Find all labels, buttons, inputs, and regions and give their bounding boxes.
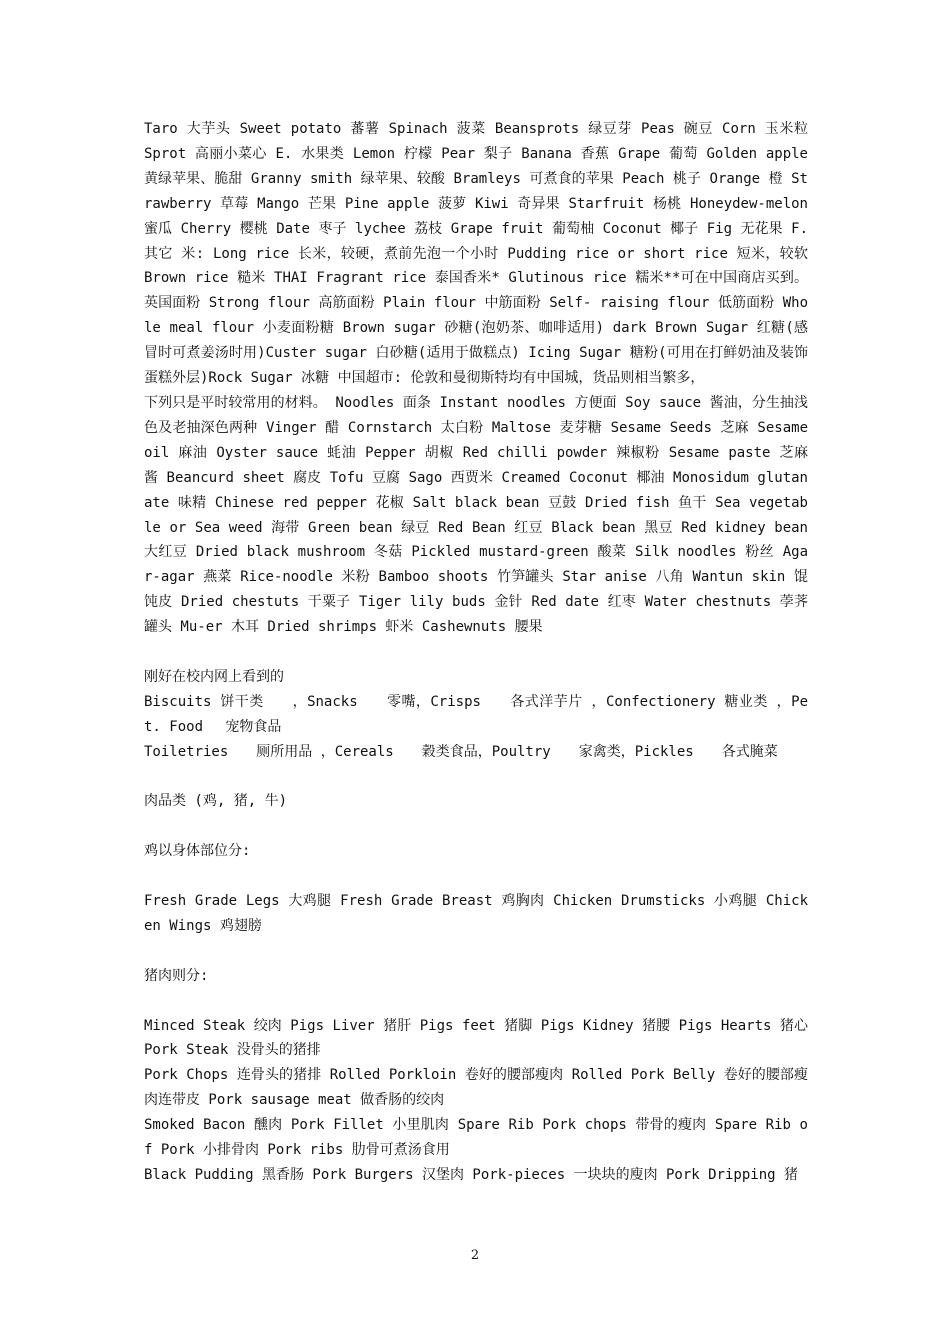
blank-line bbox=[144, 814, 808, 839]
blank-line bbox=[144, 989, 808, 1014]
blank-line bbox=[144, 765, 808, 790]
paragraph-seen-online: 刚好在校内网上看到的 bbox=[144, 668, 284, 685]
paragraph-pork-3: Smoked Bacon 醺肉 Pork Fillet 小里肌肉 Spare Rib Pork chops 带骨的瘦肉 Spare Rib of Pork 小排骨肉 Pork ribs 肋骨可煮汤食用 bbox=[144, 1117, 808, 1159]
document-body bbox=[144, 117, 808, 1188]
paragraph-chinese-supermarket: 下列只是平时较常用的材料。 Noodles 面条 Instant noodles 方便面 Soy sauce 酱油，分生抽浅色及老抽深色两种 Vinger 醋 Cornstarch 太白粉 Maltose 麦芽糖 Sesame Seeds 芝麻 Sesame oil 麻油 Oyster sauce 蚝油 Pepper 胡椒 Red chilli powder 辣椒粉 Sesame paste 芝麻酱 Beancurd sheet 腐皮 Tofu 豆腐 Sago 西贾米 Creamed Coconut 椰油 Monosidum glutanate 味精 Chinese red pepper 花椒 Salt black bean 豆鼓 Dried fish 鱼干 Sea vegetable or Sea weed 海带 Green bean 绿豆 Red Bean 红豆 Black bean 黑豆 Red kidney bean 大红豆 Dried black mushroom 冬菇 Pickled mustard-green 酸菜 Silk noodles 粉丝 Agar-agar 燕菜 Rice-noodle 米粉 Bamboo shoots 竹笋罐头 Star anise 八角 Wantun skin 馄饨皮 Dried chestuts 干粟子 Tiger lily buds 金针 Red date 红枣 Water chestnuts 荸荠罐头 Mu-er 木耳 Dried shrimps 虾米 Cashewnuts 腰果 bbox=[144, 394, 808, 636]
heading-chicken: 鸡以身体部位分: bbox=[144, 843, 251, 860]
paragraph-pork-2: Pork Chops 连骨头的猪排 Rolled Porkloin 卷好的腰部瘦肉 Rolled Pork Belly 卷好的腰部瘦肉连带皮 Pork sausage meat 做香肠的绞肉 bbox=[144, 1067, 808, 1109]
paragraph-produce-rice-flour-sugar: Taro 大芋头 Sweet potato 蕃薯 Spinach 菠菜 Beansprots 绿豆芽 Peas 碗豆 Corn 玉米粒 Sprot 高丽小菜心 E. 水果类 Lemon 柠檬 Pear 梨子 Banana 香蕉 Grape 葡萄 Golden apple 黄绿苹果、脆甜 Granny smith 绿苹果、较酸 Bramleys 可煮食的苹果 Peach 桃子 Orange 橙 Strawberry 草莓 Mango 芒果 Pine apple 菠萝 Kiwi 奇异果 Starfruit 杨桃 Honeydew-melon 蜜瓜 Cherry 樱桃 Date 枣子 lychee 荔枝 Grape fruit 葡萄柚 Coconut 椰子 Fig 无花果 F. 其它 米: Long rice 长米，较硬，煮前先泡一个小时 Pudding rice or short rice 短米，较软 Brown rice 糙米 THAI Fragrant rice 泰国香米* Glutinous rice 糯米**可在中国商店买到。 英国面粉 Strong flour 高筋面粉 Plain flour 中筋面粉 Self- raising flour 低筋面粉 Whole meal flour 小麦面粉糖 Brown sugar 砂糖(泡奶茶、咖啡适用) dark Brown Sugar 红糖(感冒时可煮姜汤时用)Custer sugar 白砂糖(适用于做糕点) Icing Sugar 糖粉(可用在打鲜奶油及装饰蛋糕外层)Rock Sugar 冰糖 中国超市: 伦敦和曼彻斯特均有中国城，货品则相当繁多， bbox=[144, 121, 808, 387]
paragraph-toiletries-cereals: Toiletries 厕所用品 ，Cereals 穀类食品，Poultry 家禽类，Pickles 各式腌菜 bbox=[144, 743, 778, 760]
blank-line bbox=[144, 939, 808, 964]
heading-pork: 猪肉则分: bbox=[144, 967, 209, 984]
paragraph-biscuits-snacks: Biscuits 饼干类 ，Snacks 零嘴，Crisps 各式洋芋片 ，Confectionery 糖业类 ，Pet. Food 宠物食品 bbox=[144, 693, 808, 735]
blank-line bbox=[144, 640, 808, 665]
paragraph-pork-4: Black Pudding 黑香肠 Pork Burgers 汉堡肉 Pork-pieces 一块块的廋肉 Pork Dripping 猪 bbox=[144, 1166, 799, 1183]
blank-line bbox=[144, 864, 808, 889]
heading-meat: 肉品类 (鸡, 猪, 牛) bbox=[144, 793, 288, 810]
paragraph-chicken-parts: Fresh Grade Legs 大鸡腿 Fresh Grade Breast 鸡胸肉 Chicken Drumsticks 小鸡腿 Chicken Wings 鸡翅膀 bbox=[144, 893, 808, 934]
page-number: 2 bbox=[470, 1248, 480, 1263]
paragraph-pork-1: Minced Steak 绞肉 Pigs Liver 猪肝 Pigs feet 猪脚 Pigs Kidney 猪腰 Pigs Hearts 猪心 Pork Steak 没骨头的猪排 bbox=[144, 1017, 808, 1059]
